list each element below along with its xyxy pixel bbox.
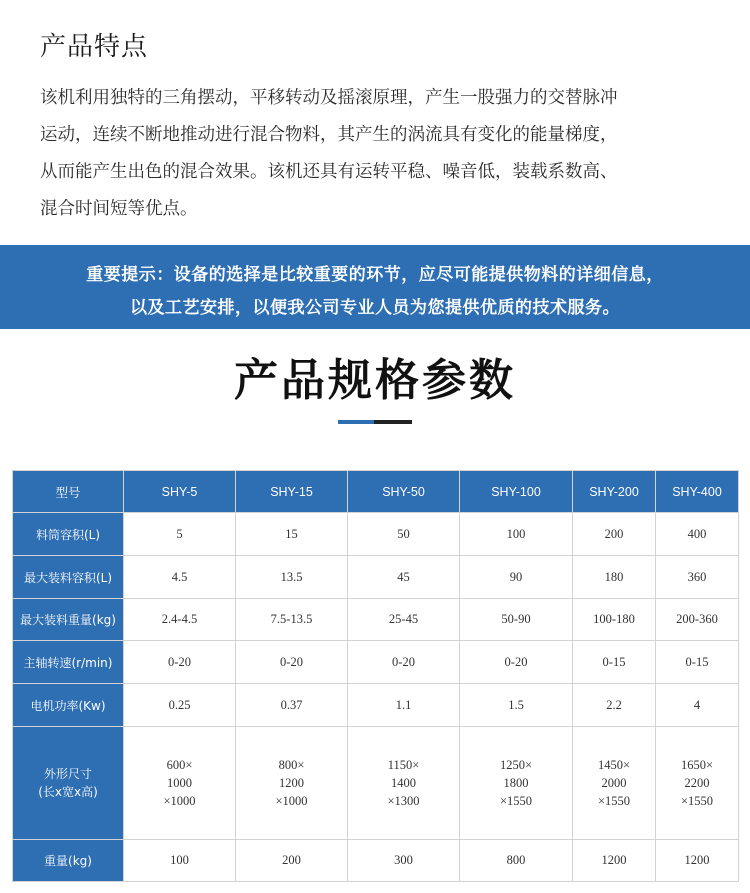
dimension-width: 1400 [391, 776, 416, 790]
table-cell: 0-20 [460, 641, 573, 684]
features-line: 该机利用独特的三角摆动，平移转动及摇滚原理，产生一股强力的交替脉冲 [40, 88, 618, 108]
features-title: 产品特点 [40, 32, 149, 62]
table-cell: 50-90 [460, 599, 573, 641]
table-cell: 800 [460, 840, 573, 882]
header-cell: SHY-5 [124, 471, 236, 513]
title-underline-dark [374, 420, 412, 424]
table-row [13, 840, 739, 882]
table-cell: 100 [460, 513, 573, 556]
dimension-height: ×1550 [680, 794, 714, 808]
table-cell: 100 [124, 840, 236, 882]
table-cell: 0-15 [656, 641, 739, 684]
features-body [40, 80, 712, 228]
table-cell: 2.2 [573, 684, 656, 727]
table-cell: 0.37 [236, 684, 348, 727]
dimension-width: 1000 [167, 776, 192, 790]
table-cell: 90 [460, 556, 573, 599]
dimension-height: ×1550 [597, 794, 631, 808]
table-cell: 180 [573, 556, 656, 599]
table-row [13, 556, 739, 599]
row-label: 最大装料容积(L) [13, 556, 124, 599]
table-cell: 1200 [656, 840, 739, 882]
dimension-cell [236, 727, 348, 840]
table-cell: 200 [573, 513, 656, 556]
header-cell: SHY-400 [656, 471, 739, 513]
spec-table [12, 470, 739, 882]
table-cell: 15 [236, 513, 348, 556]
table-cell: 0-15 [573, 641, 656, 684]
table-cell: 200-360 [656, 599, 739, 641]
table-cell: 1.1 [348, 684, 460, 727]
table-cell: 13.5 [236, 556, 348, 599]
table-row [13, 599, 739, 641]
header-cell: SHY-15 [236, 471, 348, 513]
dimension-height: ×1000 [275, 794, 308, 808]
table-row [13, 684, 739, 727]
dimension-height: ×1550 [499, 794, 533, 808]
row-label: 电机功率(Kw) [13, 684, 124, 727]
table-cell: 0.25 [124, 684, 236, 727]
notice-banner [0, 245, 750, 329]
table-cell: 4 [656, 684, 739, 727]
dimension-length: 600× [166, 758, 193, 772]
row-label: 重量(kg) [13, 840, 124, 882]
dimension-length: 1250× [499, 758, 533, 772]
row-label: 最大装料重量(kg) [13, 599, 124, 641]
dimension-cell [573, 727, 656, 840]
dimension-width: 2000 [601, 776, 627, 790]
row-label-dimensions [13, 727, 124, 840]
table-cell: 0-20 [124, 641, 236, 684]
table-cell: 0-20 [236, 641, 348, 684]
table-cell: 7.5-13.5 [236, 599, 348, 641]
features-line: 运动，连续不断地推动进行混合物料，其产生的涡流具有变化的能量梯度， [40, 125, 618, 145]
table-cell: 50 [348, 513, 460, 556]
header-cell-model: 型号 [13, 471, 124, 513]
dimension-height: ×1300 [387, 794, 420, 808]
dimension-length: 1150× [387, 758, 420, 772]
dimension-cell [460, 727, 573, 840]
dimension-width: 1200 [279, 776, 304, 790]
table-cell: 300 [348, 840, 460, 882]
table-header-row [13, 471, 739, 513]
table-cell: 0-20 [348, 641, 460, 684]
table-row [13, 641, 739, 684]
table-cell: 5 [124, 513, 236, 556]
table-cell: 25-45 [348, 599, 460, 641]
dimension-width: 2200 [684, 776, 710, 790]
table-cell: 100-180 [573, 599, 656, 641]
table-cell: 4.5 [124, 556, 236, 599]
table-cell: 1.5 [460, 684, 573, 727]
row-label: 料筒容积(L) [13, 513, 124, 556]
table-row-dimensions [13, 727, 739, 840]
dimension-height: ×1000 [163, 794, 196, 808]
header-cell: SHY-50 [348, 471, 460, 513]
table-row [13, 513, 739, 556]
notice-line-2: 以及工艺安排，以便我公司专业人员为您提供优质的技术服务。 [130, 298, 620, 318]
spec-title: 产品规格参数 [234, 355, 516, 406]
features-line: 从而能产生出色的混合效果。该机还具有运转平稳、噪音低，装载系数高、 [40, 162, 618, 182]
table-cell: 45 [348, 556, 460, 599]
table-cell: 2.4-4.5 [124, 599, 236, 641]
row-label: 主轴转速(r/min) [13, 641, 124, 684]
dimensions-label-unit: (长x宽x高) [38, 785, 98, 799]
table-cell: 200 [236, 840, 348, 882]
dimension-cell [656, 727, 739, 840]
table-cell: 400 [656, 513, 739, 556]
table-cell: 360 [656, 556, 739, 599]
features-line: 混合时间短等优点。 [40, 199, 198, 219]
header-cell: SHY-200 [573, 471, 656, 513]
header-cell: SHY-100 [460, 471, 573, 513]
notice-line-1: 重要提示：设备的选择是比较重要的环节，应尽可能提供物料的详细信息， [86, 265, 664, 285]
dimensions-label: 外形尺寸 [43, 767, 92, 781]
title-underline-accent [338, 420, 374, 424]
dimension-cell [348, 727, 460, 840]
dimension-length: 1650× [680, 758, 714, 772]
table-cell: 1200 [573, 840, 656, 882]
dimension-width: 1800 [503, 776, 529, 790]
dimension-length: 800× [278, 758, 305, 772]
dimension-length: 1450× [597, 758, 631, 772]
dimension-cell [124, 727, 236, 840]
